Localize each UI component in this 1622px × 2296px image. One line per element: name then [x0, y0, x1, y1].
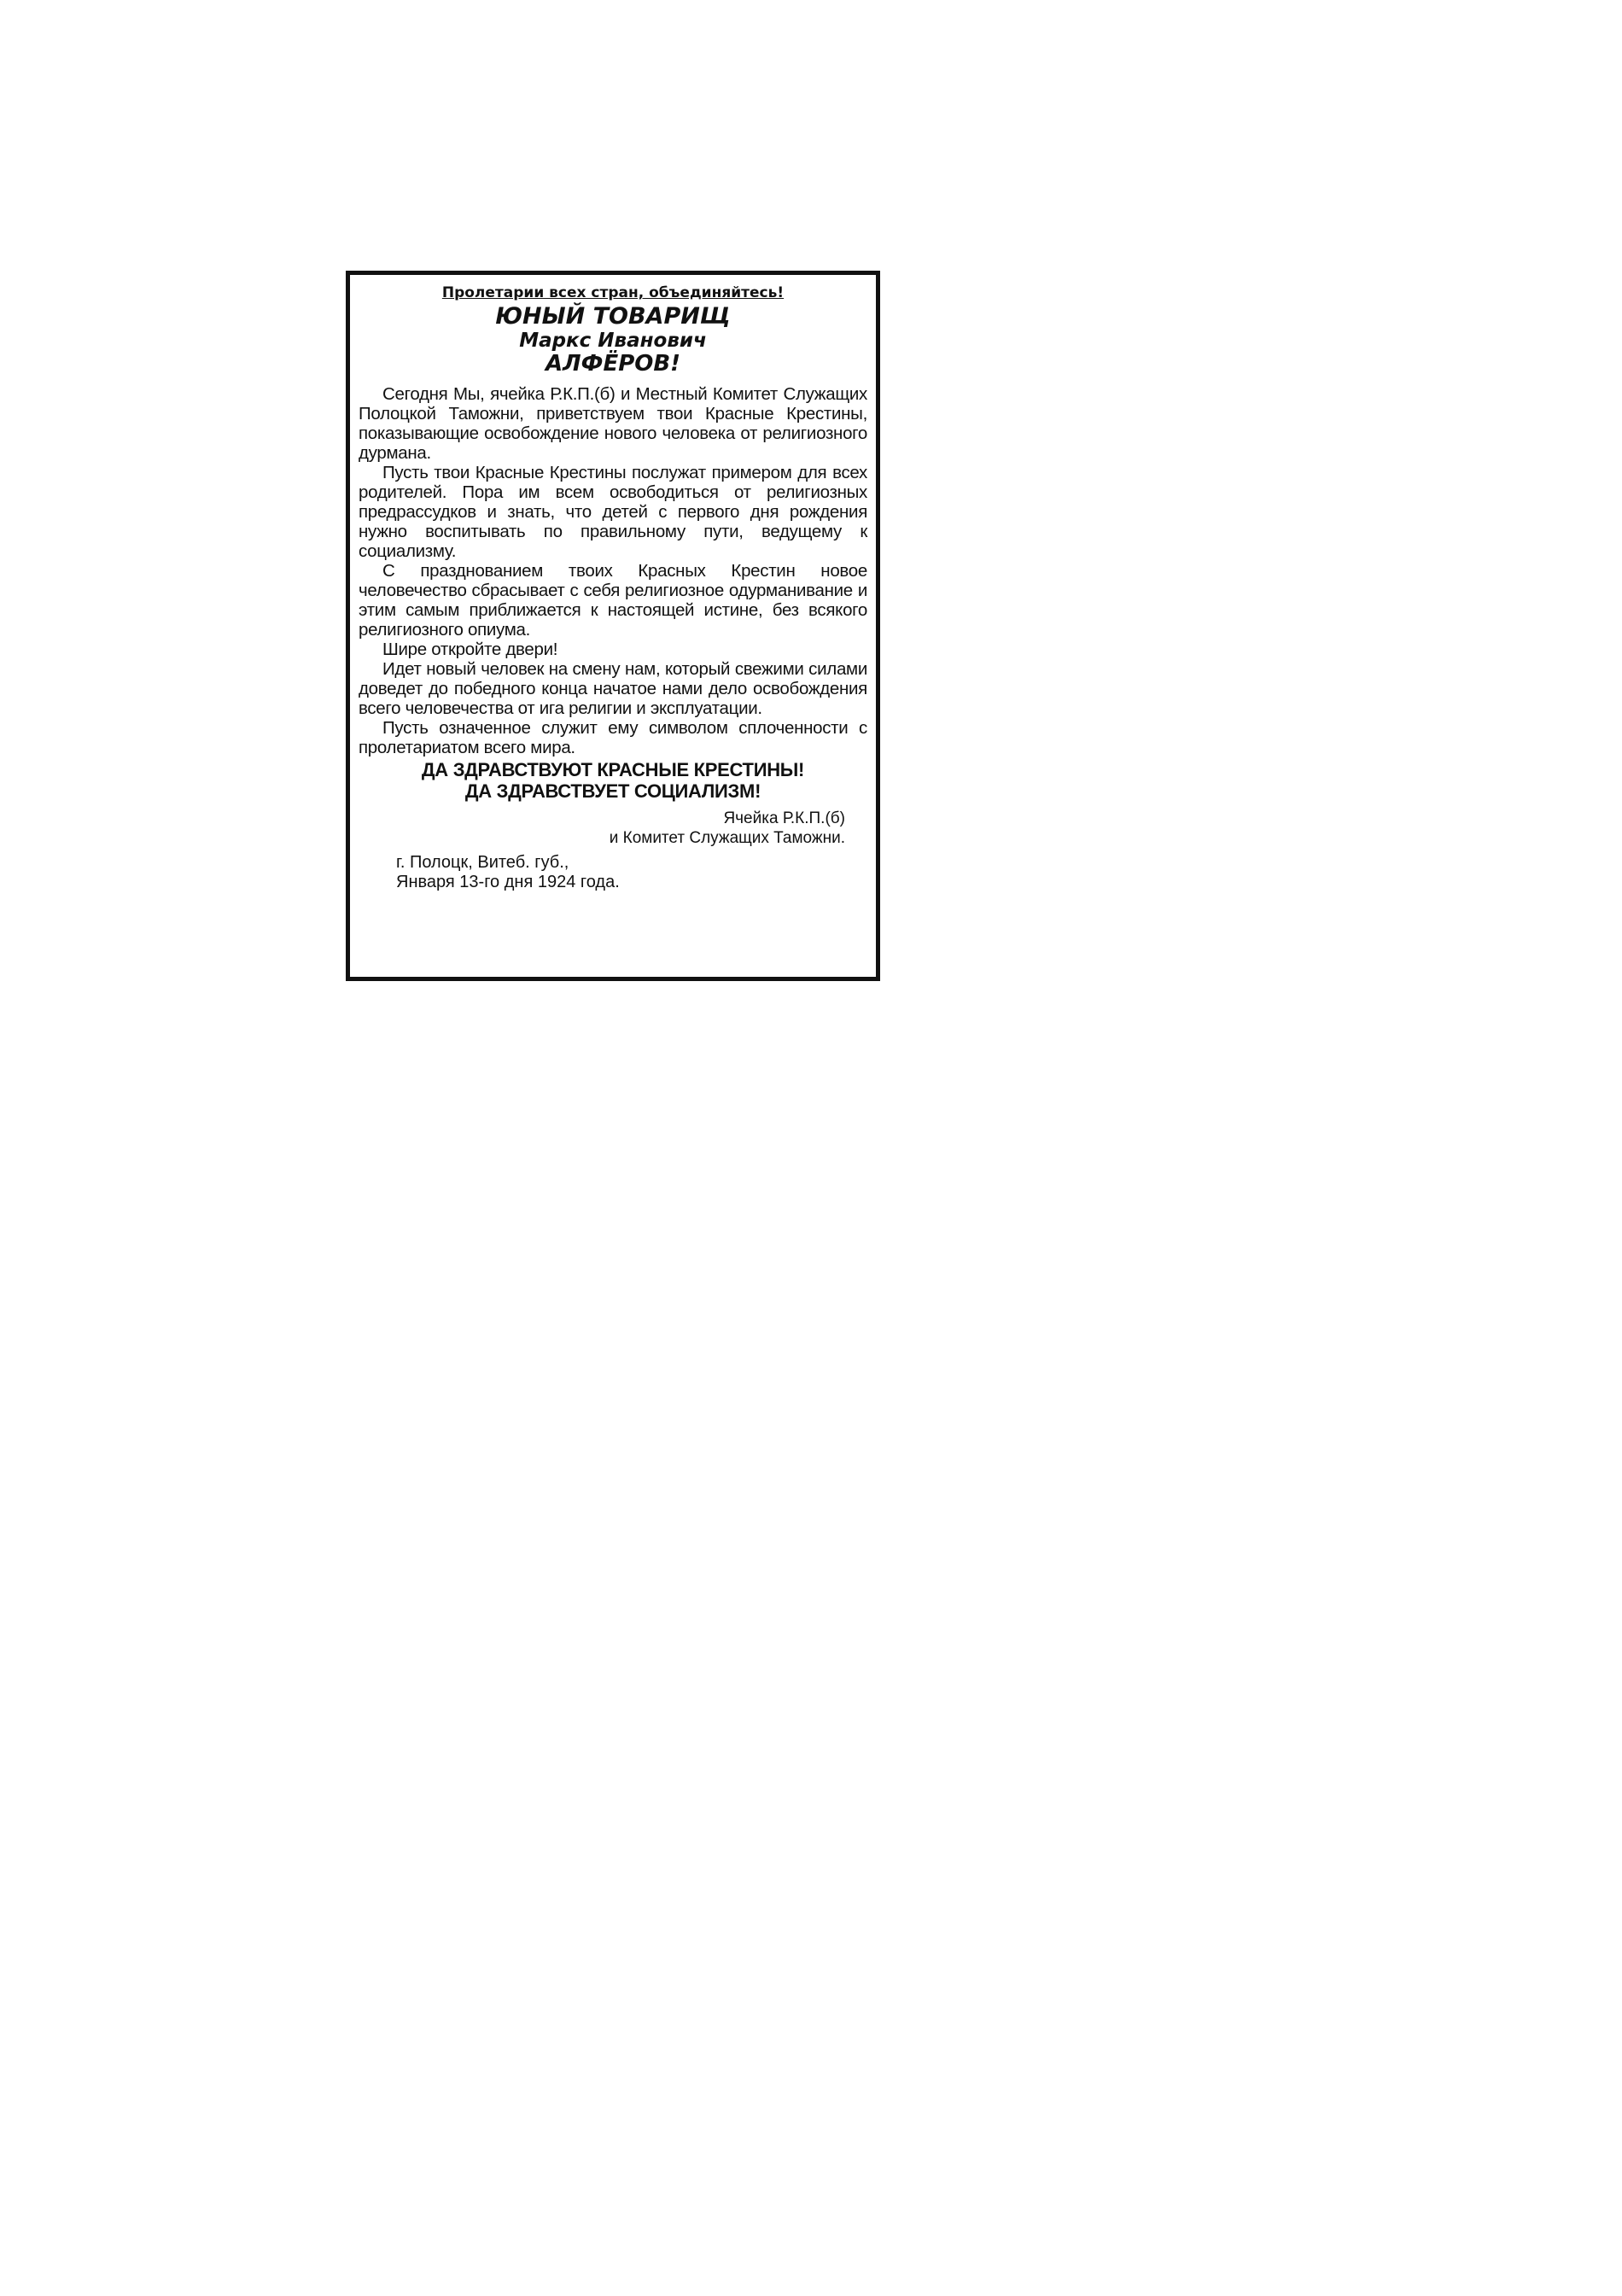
- headline-line-2: Маркс Иванович: [519, 330, 707, 352]
- slogans: [359, 759, 867, 802]
- headline-line-3: АЛФЁРОВ!: [545, 351, 681, 377]
- paragraph-3: С празднованием твоих Красных Крестин новое человечество сбрасывает с себя религиозное одурманивание и этим самым приближается к настоящей истине, без всякого религиозного опиума.: [359, 561, 867, 640]
- slogan-2: ДА ЗДРАВСТВУЕТ СОЦИАЛИЗМ!: [464, 780, 761, 802]
- newspaper-clipping: [346, 271, 880, 981]
- paragraph-2: Пусть твои Красные Крестины послужат примером для всех родителей. Пора им всем освободиться от религиозных предрассудков и знать, что детей с первого дня рождения нужно воспитывать по правильному пути, ведущему к социализму.: [359, 463, 867, 561]
- paragraph-1: Сегодня Мы, ячейка Р.К.П.(б) и Местный Комитет Служащих Полоцкой Таможни, приветствуем твои Красные Крестины, показывающие освобождение нового человека от религиозного дурмана.: [359, 384, 867, 463]
- signature-line-2: и Комитет Служащих Таможни.: [609, 829, 845, 847]
- clipping-content: [359, 280, 867, 970]
- paragraph-4: Шире откройте двери!: [382, 640, 558, 659]
- motto: Пролетарии всех стран, объединяйтесь!: [441, 284, 785, 301]
- signature: [359, 809, 867, 848]
- headline-line-1: ЮНЫЙ ТОВАРИЩ: [495, 303, 731, 330]
- paragraph-6: Пусть означенное служит ему символом сплоченности с пролетариатом всего мира.: [359, 718, 867, 757]
- paragraph-5: Идет новый человек на смену нам, который свежими силами доведет до победного конца начатое нами дело освобождения всего человечества от ига религии и эксплуатации.: [359, 659, 867, 718]
- slogan-1: ДА ЗДРАВСТВУЮТ КРАСНЫЕ КРЕСТИНЫ!: [421, 759, 805, 780]
- place-line: г. Полоцк, Витеб. губ.,: [396, 853, 569, 872]
- place-date: [359, 853, 867, 892]
- signature-line-1: Ячейка Р.К.П.(б): [723, 809, 845, 827]
- body-text: [359, 384, 867, 757]
- date-line: Января 13-го дня 1924 года.: [396, 873, 620, 891]
